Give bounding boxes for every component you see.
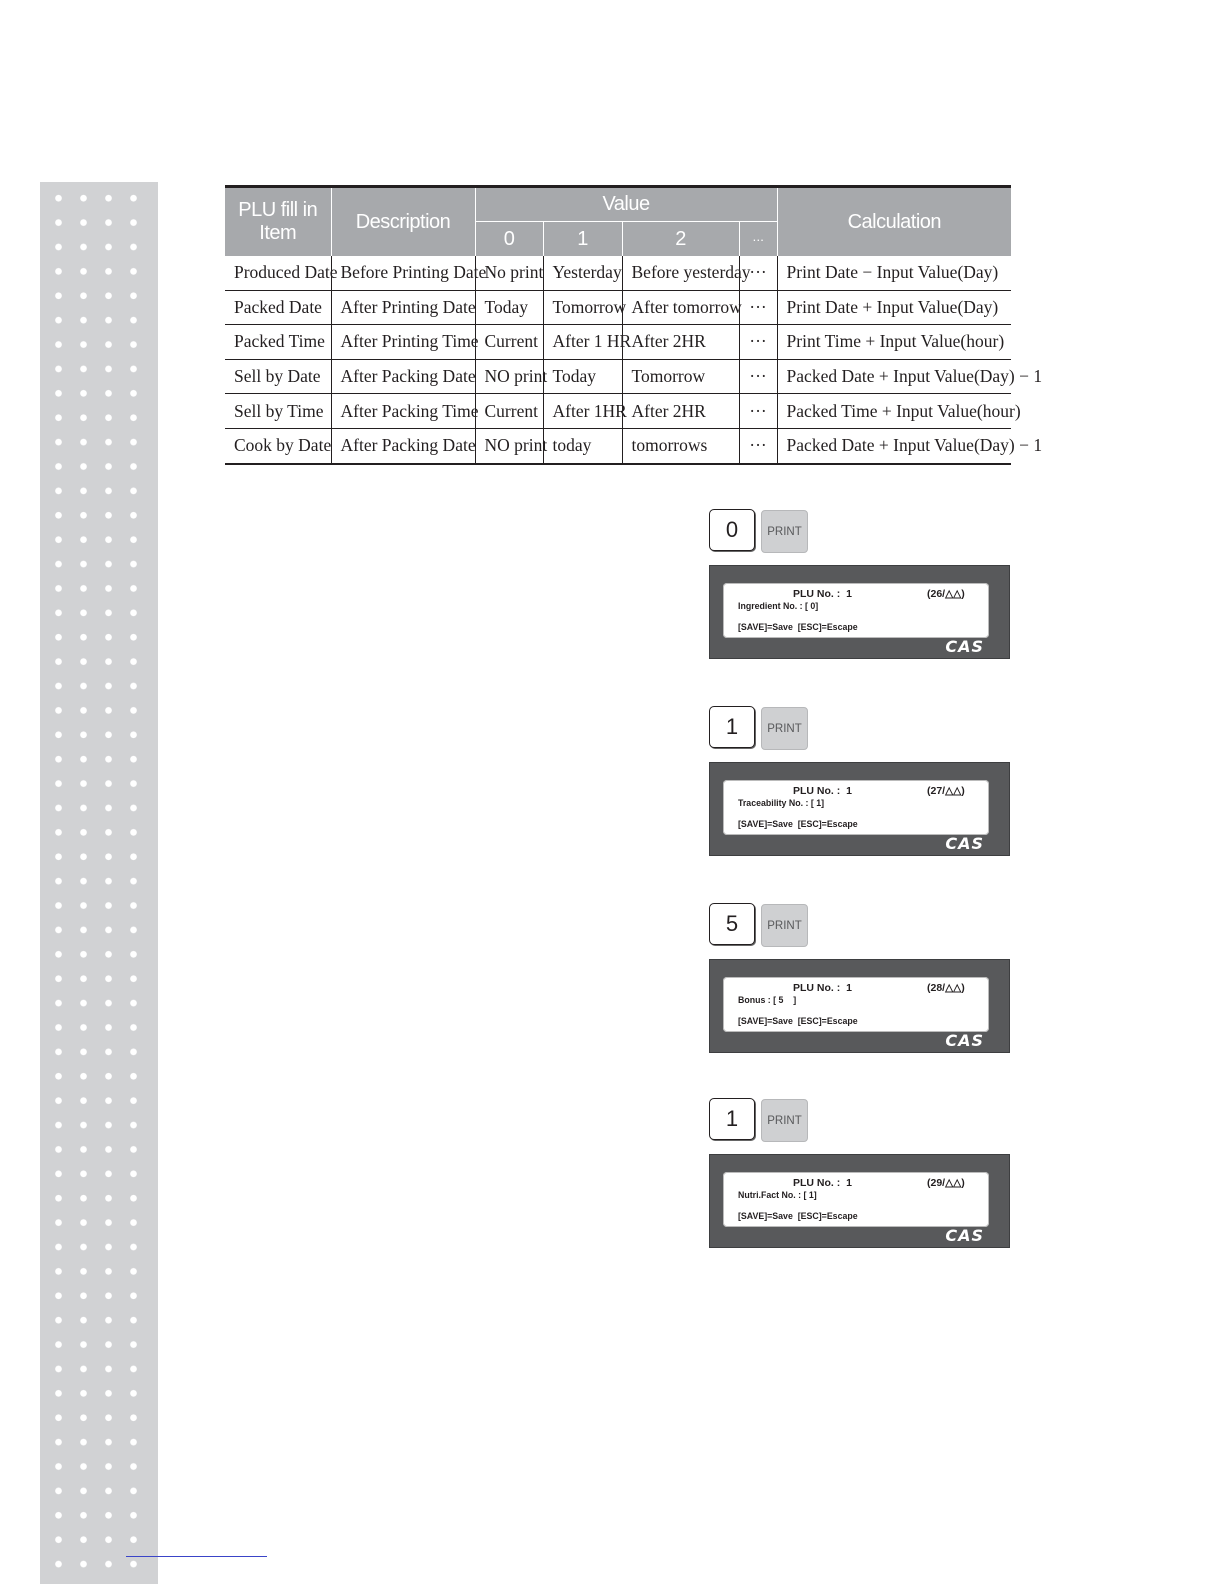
cell-value-0: No print xyxy=(475,256,543,290)
lcd-field-value: Traceability No. : [ 1] xyxy=(738,798,825,808)
cell-description: After Printing Date xyxy=(331,290,475,325)
lcd-save-hint: [SAVE]=Save [ESC]=Escape xyxy=(738,1016,858,1026)
cell-calculation: Packed Date + Input Value(Day) − 1 xyxy=(777,359,1011,394)
cell-value-2: Tomorrow xyxy=(622,359,739,394)
cell-item: Produced Date xyxy=(225,256,331,290)
lcd-field-value: Ingredient No. : [ 0] xyxy=(738,601,819,611)
header-value: Value xyxy=(475,187,777,222)
lcd-plu-number: PLU No. : 1 xyxy=(793,1177,852,1189)
cell-item: Cook by Date xyxy=(225,428,331,463)
header-value-1: 1 xyxy=(543,222,622,257)
cell-value-1: After 1 HR xyxy=(543,325,622,360)
header-description: Description xyxy=(331,187,475,257)
cell-item: Sell by Time xyxy=(225,394,331,429)
lcd-screen xyxy=(723,977,989,1032)
cell-value-1: Yesterday xyxy=(543,256,622,290)
lcd-display xyxy=(709,565,1010,659)
table-row xyxy=(225,428,1011,463)
lcd-page-indicator: (29/△△) xyxy=(927,1177,965,1189)
sidebar-edge xyxy=(138,182,158,1584)
key-sequence-step xyxy=(709,1098,1011,1258)
lcd-save-hint: [SAVE]=Save [ESC]=Escape xyxy=(738,622,858,632)
header-value-0: 0 xyxy=(475,222,543,257)
header-value-more: ··· xyxy=(739,222,777,257)
key-sequence-step xyxy=(709,706,1011,866)
table-row xyxy=(225,325,1011,360)
lcd-screen xyxy=(723,780,989,835)
lcd-screen xyxy=(723,583,989,638)
header-calculation: Calculation xyxy=(777,187,1011,257)
cell-value-0: Current xyxy=(475,394,543,429)
cell-item: Sell by Date xyxy=(225,359,331,394)
cas-logo: CAS xyxy=(945,637,984,656)
lcd-save-hint: [SAVE]=Save [ESC]=Escape xyxy=(738,819,858,829)
cell-item: Packed Date xyxy=(225,290,331,325)
header-item: PLU fill in Item xyxy=(225,187,331,257)
table-row xyxy=(225,256,1011,290)
cell-description: After Packing Date xyxy=(331,359,475,394)
cell-value-more: ··· xyxy=(739,325,777,360)
cell-calculation: Print Time + Input Value(hour) xyxy=(777,325,1011,360)
cell-value-1: After 1HR xyxy=(543,394,622,429)
cell-value-more: ··· xyxy=(739,256,777,290)
lcd-save-hint: [SAVE]=Save [ESC]=Escape xyxy=(738,1211,858,1221)
cell-value-1: Tomorrow xyxy=(543,290,622,325)
lcd-plu-number: PLU No. : 1 xyxy=(793,982,852,994)
header-value-2: 2 xyxy=(622,222,739,257)
lcd-page-indicator: (28/△△) xyxy=(927,982,965,994)
print-key[interactable]: PRINT xyxy=(761,1099,808,1142)
numeric-key[interactable]: 1 xyxy=(709,1098,755,1140)
lcd-plu-number: PLU No. : 1 xyxy=(793,785,852,797)
cell-value-more: ··· xyxy=(739,428,777,463)
numeric-key[interactable]: 0 xyxy=(709,509,755,551)
cell-value-0: NO print xyxy=(475,428,543,463)
cell-value-2: After 2HR xyxy=(622,394,739,429)
cell-value-more: ··· xyxy=(739,290,777,325)
key-sequence-step xyxy=(709,509,1011,669)
cell-value-more: ··· xyxy=(739,359,777,394)
cell-item: Packed Time xyxy=(225,325,331,360)
print-key[interactable]: PRINT xyxy=(761,707,808,750)
cell-calculation: Packed Date + Input Value(Day) − 1 xyxy=(777,428,1011,463)
cas-logo: CAS xyxy=(945,834,984,853)
cell-calculation: Print Date + Input Value(Day) xyxy=(777,290,1011,325)
table-row xyxy=(225,290,1011,325)
lcd-page-indicator: (26/△△) xyxy=(927,588,965,600)
cell-value-0: NO print xyxy=(475,359,543,394)
cell-value-1: Today xyxy=(543,359,622,394)
cell-description: After Packing Date xyxy=(331,428,475,463)
table-row xyxy=(225,394,1011,429)
cell-value-2: tomorrows xyxy=(622,428,739,463)
lcd-plu-number: PLU No. : 1 xyxy=(793,588,852,600)
cell-value-2: Before yesterday xyxy=(622,256,739,290)
cell-value-2: After 2HR xyxy=(622,325,739,360)
cas-logo: CAS xyxy=(945,1226,984,1245)
cell-description: Before Printing Date xyxy=(331,256,475,290)
cas-logo: CAS xyxy=(945,1031,984,1050)
lcd-display xyxy=(709,1154,1010,1248)
cell-description: After Packing Time xyxy=(331,394,475,429)
cell-calculation: Print Date − Input Value(Day) xyxy=(777,256,1011,290)
cell-value-0: Current xyxy=(475,325,543,360)
plu-fill-table xyxy=(225,185,1043,465)
cell-calculation: Packed Time + Input Value(hour) xyxy=(777,394,1011,429)
lcd-screen xyxy=(723,1172,989,1227)
table-row xyxy=(225,359,1011,394)
footer-link-line[interactable] xyxy=(126,1556,267,1557)
numeric-key[interactable]: 5 xyxy=(709,903,755,945)
print-key[interactable]: PRINT xyxy=(761,904,808,947)
lcd-display xyxy=(709,959,1010,1053)
cell-value-2: After tomorrow xyxy=(622,290,739,325)
cell-value-0: Today xyxy=(475,290,543,325)
key-sequence-step xyxy=(709,903,1011,1063)
print-key[interactable]: PRINT xyxy=(761,510,808,553)
cell-value-more: ··· xyxy=(739,394,777,429)
lcd-display xyxy=(709,762,1010,856)
lcd-field-value: Nutri.Fact No. : [ 1] xyxy=(738,1190,817,1200)
cell-value-1: today xyxy=(543,428,622,463)
lcd-page-indicator: (27/△△) xyxy=(927,785,965,797)
decorative-dot-sidebar xyxy=(40,182,158,1584)
numeric-key[interactable]: 1 xyxy=(709,706,755,748)
lcd-field-value: Bonus : [ 5 ] xyxy=(738,995,797,1005)
cell-description: After Printing Time xyxy=(331,325,475,360)
